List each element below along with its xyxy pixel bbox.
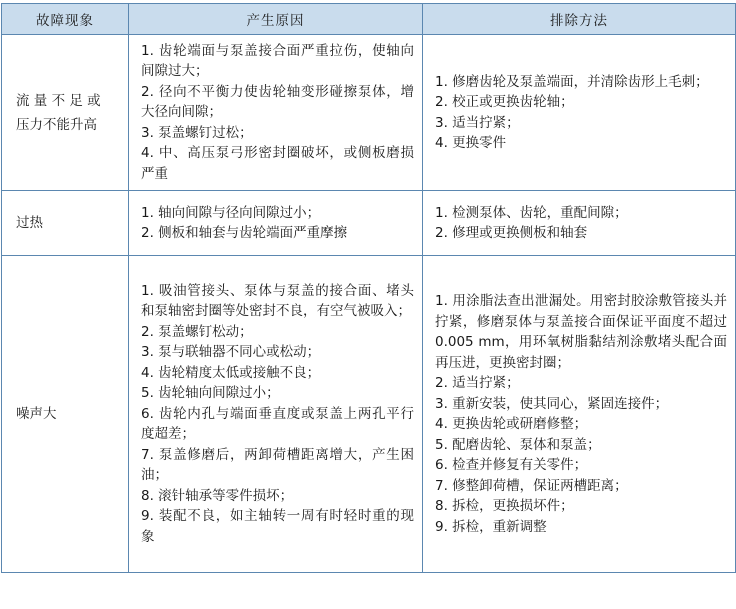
- remedy-item: 4. 更换齿轮或研磨修整；: [435, 416, 588, 432]
- remedy-item: 7. 修整卸荷槽，保证两槽距离；: [435, 477, 628, 494]
- remedy-cell: [423, 191, 736, 256]
- remedy-item: 8. 拆检，更换损坏件；: [435, 498, 574, 514]
- remedy-item: 1. 用涂脂法查出泄漏处。用密封胶涂敷管接头并拧紧，修磨泵体与泵盖接合面保证平面度不超过 0.005 mm，用环氧树脂黏结剂涂敷堵头配合面再压进，更换密封圈；: [435, 293, 727, 371]
- header-remedy: 排除方法: [423, 4, 736, 35]
- remedy-item: 3. 适当拧紧；: [435, 114, 520, 131]
- remedy-item: 5. 配磨齿轮、泵体和泵盖；: [435, 436, 601, 453]
- remedy-item: 2. 修理或更换侧板和轴套: [435, 225, 588, 241]
- symptom-line: 压力不能升高: [16, 116, 97, 133]
- symptom-line: 过热: [16, 215, 43, 231]
- cause-cell: [129, 256, 423, 573]
- remedy-item: 1. 修磨齿轮及泵盖端面，并清除齿形上毛刺；: [435, 73, 709, 90]
- cause-item: 6. 齿轮内孔与端面垂直度或泵盖上两孔平行度超差；: [141, 405, 414, 443]
- cause-item: 4. 齿轮精度太低或接触不良；: [141, 364, 321, 381]
- cause-item: 1. 吸油管接头、泵体与泵盖的接合面、堵头和泵轴密封圈等处密封不良，有空气被吸入；: [141, 282, 414, 320]
- table-header-row: [2, 4, 736, 35]
- cause-item: 2. 侧板和轴套与齿轮端面严重摩擦: [141, 225, 348, 241]
- cause-item: 2. 泵盖螺钉松动；: [141, 323, 253, 340]
- symptom-cell: [2, 191, 129, 256]
- cause-cell: [129, 35, 423, 191]
- remedy-item: 6. 检查并修复有关零件；: [435, 457, 588, 473]
- cause-cell: [129, 191, 423, 256]
- table-row: [2, 256, 736, 573]
- symptom-line: 噪声大: [16, 406, 57, 422]
- fault-table-wrapper: [1, 3, 735, 606]
- cause-item: 5. 齿轮轴向间隙过小；: [141, 385, 280, 402]
- remedy-item: 1. 检测泵体、齿轮，重配间隙；: [435, 204, 628, 221]
- cause-item: 9. 装配不良，如主轴转一周有时轻时重的现象: [141, 508, 414, 545]
- cause-item: 3. 泵与联轴器不同心或松动；: [141, 344, 321, 361]
- fault-troubleshooting-table: [1, 3, 736, 573]
- table-row: [2, 35, 736, 191]
- header-cause: 产生原因: [129, 4, 423, 35]
- remedy-cell: [423, 256, 736, 573]
- cause-item: 7. 泵盖修磨后，两卸荷槽距离增大，产生困油；: [141, 446, 414, 484]
- symptom-cell: [2, 35, 129, 191]
- cause-item: 3. 泵盖螺钉过松；: [141, 124, 253, 141]
- remedy-item: 4. 更换零件: [435, 135, 507, 151]
- symptom-cell: [2, 256, 129, 573]
- cause-item: 8. 滚针轴承等零件损坏；: [141, 487, 294, 504]
- cause-item: 2. 径向不平衡力使齿轮轴变形碰擦泵体，增大径向间隙；: [141, 83, 414, 121]
- remedy-item: 2. 校正或更换齿轮轴；: [435, 94, 574, 110]
- symptom-line: 流 量 不 足 或: [16, 92, 101, 109]
- remedy-item: 2. 适当拧紧；: [435, 375, 520, 391]
- header-symptom: 故障现象: [2, 4, 129, 35]
- remedy-item: 9. 拆检，重新调整: [435, 518, 547, 535]
- remedy-item: 3. 重新安装，使其同心，紧固连接件；: [435, 395, 669, 412]
- cause-item: 1. 齿轮端面与泵盖接合面严重拉伤，使轴向间隙过大；: [141, 42, 414, 80]
- remedy-cell: [423, 35, 736, 191]
- table-row: [2, 191, 736, 256]
- cause-item: 1. 轴向间隙与径向间隙过小；: [141, 204, 321, 221]
- cause-item: 4. 中、高压泵弓形密封圈破坏，或侧板磨损严重: [141, 145, 414, 182]
